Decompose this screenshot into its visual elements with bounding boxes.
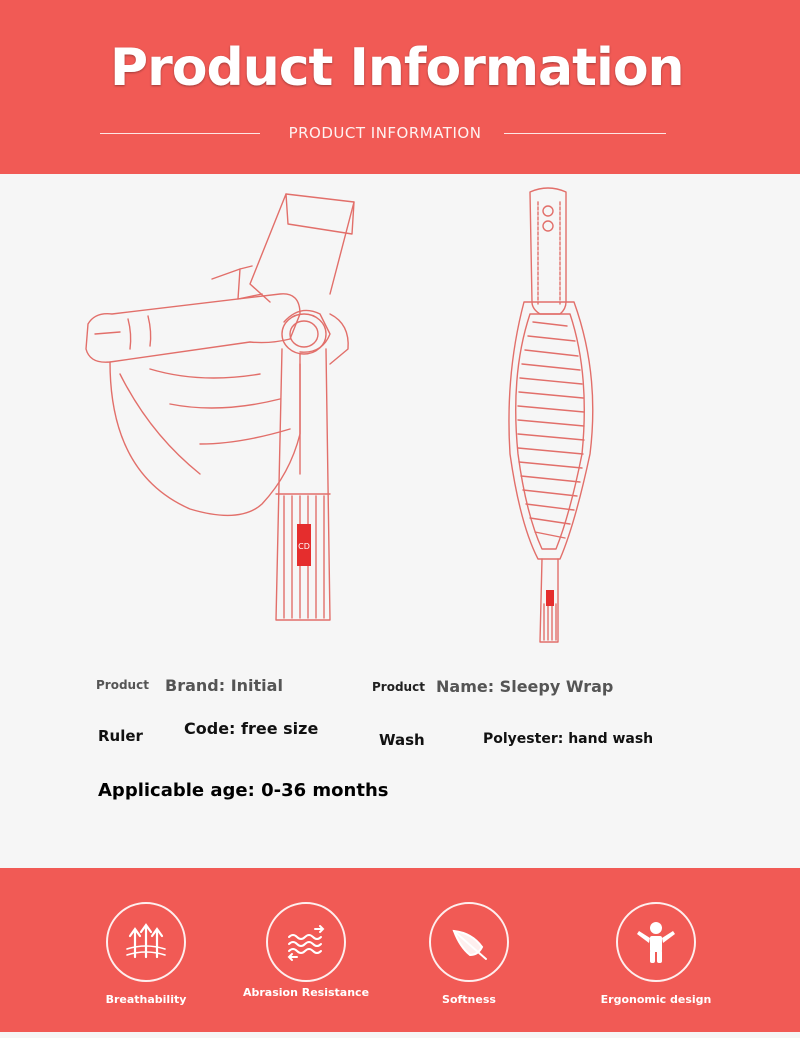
brand-value: Brand: Initial xyxy=(165,676,283,695)
header-banner xyxy=(0,0,800,174)
product-illustration xyxy=(0,174,800,654)
code-value: Code: free size xyxy=(184,719,319,738)
sling-front-view xyxy=(509,188,593,642)
ruler-label: Ruler xyxy=(98,727,143,745)
page-subtitle: PRODUCT INFORMATION xyxy=(288,124,482,142)
person-icon xyxy=(616,902,696,982)
subtitle-divider-right xyxy=(504,133,666,134)
features-band xyxy=(0,868,800,1032)
brand-tag-small xyxy=(546,590,554,606)
subtitle-row xyxy=(100,122,666,146)
wash-label: Wash xyxy=(379,731,425,749)
svg-text:CD: CD xyxy=(298,542,310,551)
page-title: Product Information xyxy=(110,38,684,98)
feature-label-ergonomic-design: Ergonomic design xyxy=(600,993,712,1006)
feature-abrasion-resistance xyxy=(236,868,376,1032)
age-value: Applicable age: 0-36 months xyxy=(98,780,389,801)
feature-softness xyxy=(399,868,539,1032)
product-drawing xyxy=(0,174,800,654)
feature-ergonomic-design xyxy=(586,868,726,1032)
feature-label-breathability: Breathability xyxy=(105,993,187,1006)
feature-label-softness: Softness xyxy=(442,993,496,1006)
feature-breathability xyxy=(76,868,216,1032)
product-label-2: Product xyxy=(372,680,425,694)
subtitle-divider-left xyxy=(100,133,260,134)
breathability-icon xyxy=(106,902,186,982)
wash-value: Polyester: hand wash xyxy=(483,731,654,747)
sling-side-view xyxy=(86,194,354,620)
abrasion-resistance-icon xyxy=(266,902,346,982)
feature-label-abrasion-resistance: Abrasion Resistance xyxy=(242,986,370,999)
feather-icon xyxy=(429,902,509,982)
name-value: Name: Sleepy Wrap xyxy=(436,677,614,696)
product-label-1: Product xyxy=(96,678,149,692)
